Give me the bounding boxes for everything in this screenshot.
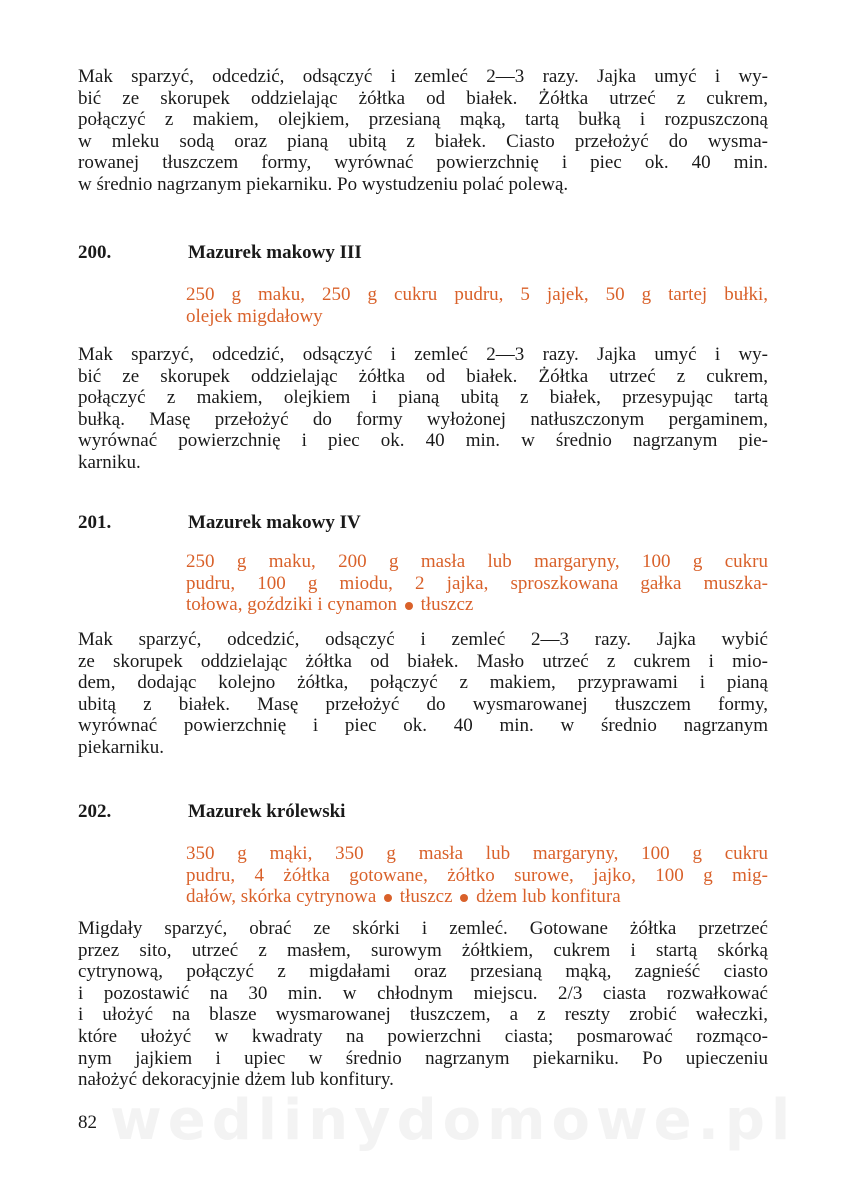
paragraph-line: dem, dodając kolejno żółtka, połączyć z makiem, przyprawami i pianą (78, 672, 768, 694)
paragraph-line: i pozostawić na 30 min. w chłodnym miejscu. 2/3 ciasta rozwałkować (78, 982, 768, 1004)
paragraph-line: przez sito, utrzeć z masłem, surowym żółtkiem, cukrem i startą skórką (78, 939, 768, 961)
paragraph-line: Mak sparzyć, odcedzić, odsączyć i zemleć 2—3 razy. Jajka wybić (78, 629, 768, 650)
intro-paragraph (78, 66, 768, 196)
recipe-instructions-202 (78, 918, 768, 1091)
ingredients-text: dżem lub konfitura (476, 886, 621, 908)
paragraph-line: i ułożyć na blasze wysmarowanej tłuszczem, a z reszty zrobić wałeczki, (78, 1004, 768, 1026)
recipe-ingredients-202 (186, 843, 768, 908)
paragraph-line: bułką. Masę przełożyć do formy wyłożonej natłuszczonym pergaminem, (78, 408, 768, 430)
paragraph-line: bić ze skorupek oddzielając żółtka od białek. Żółtka utrzeć z cukrem, (78, 365, 768, 387)
recipe-number: 200. (78, 242, 112, 263)
paragraph-line: w średnio nagrzanym piekarniku. Po wystudzeniu polać polewą. (78, 173, 569, 195)
ingredients-line (186, 886, 768, 908)
paragraph-line: wyrównać powierzchnię i piec ok. 40 min. w średnio nagrzanym (78, 715, 768, 737)
paragraph-line: Mak sparzyć, odcedzić, odsączyć i zemleć 2—3 razy. Jajka umyć i wy- (78, 66, 768, 87)
recipe-ingredients-200 (186, 284, 768, 327)
paragraph-line: połączyć z makiem, olejkiem, przesianą mąką, tartą bułką i rozpuszczoną (78, 109, 768, 131)
recipe-instructions-201 (78, 629, 768, 759)
page-number: 82 (78, 1112, 97, 1133)
paragraph-line: połączyć z makiem, olejkiem i pianą ubitą z białek, przesypując tartą (78, 387, 768, 409)
bullet-dot-icon (460, 894, 468, 902)
paragraph-line: Mak sparzyć, odcedzić, odsączyć i zemleć 2—3 razy. Jajka umyć i wy- (78, 344, 768, 365)
paragraph-line: rowanej tłuszczem formy, wyrównać powierzchnię i piec ok. 40 min. (78, 152, 768, 174)
paragraph-line: nym jajkiem i upiec w średnio nagrzanym piekarniku. Po upieczeniu (78, 1047, 768, 1069)
paragraph-line: które ułożyć w kwadraty na powierzchni ciasta; posmarować rozmąco- (78, 1025, 768, 1047)
recipe-title: Mazurek makowy III (188, 242, 362, 263)
paragraph-line: nałożyć dekoracyjnie dżem lub konfitury. (78, 1069, 394, 1091)
ingredients-line: 250 g maku, 200 g masła lub margaryny, 100 g cukru (186, 551, 768, 572)
paragraph-line: bić ze skorupek oddzielając żółtka od białek. Żółtka utrzeć z cukrem, (78, 87, 768, 109)
ingredients-text: tołowa, goździki i cynamon (186, 594, 398, 616)
paragraph-line: cytrynową, połączyć z migdałami oraz przesianą mąką, zagnieść ciasto (78, 961, 768, 983)
ingredients-text: tłuszcz (399, 886, 453, 908)
recipe-number: 201. (78, 512, 112, 533)
ingredients-text: dałów, skórka cytrynowa (186, 886, 377, 908)
ingredients-text: tłuszcz (420, 594, 474, 616)
recipe-number: 202. (78, 801, 112, 822)
paragraph-line: wyrównać powierzchnię i piec ok. 40 min. w średnio nagrzanym pie- (78, 430, 768, 452)
paragraph-line: karniku. (78, 451, 141, 473)
ingredients-line: 350 g mąki, 350 g masła lub margaryny, 100 g cukru (186, 843, 768, 864)
paragraph-line: piekarniku. (78, 736, 165, 758)
ingredients-line: olejek migdałowy (186, 305, 323, 327)
watermark-text: wedlinydomowe.pl (110, 1088, 797, 1153)
bullet-dot-icon (384, 894, 392, 902)
paragraph-line: ubitą z białek. Masę przełożyć do wysmarowanej tłuszczem formy, (78, 693, 768, 715)
recipe-instructions-200 (78, 344, 768, 474)
paragraph-line: ze skorupek oddzielając żółtka od białek. Masło utrzeć z cukrem i mio- (78, 650, 768, 672)
ingredients-line: pudru, 100 g miodu, 2 jajka, sproszkowana gałka muszka- (186, 572, 768, 594)
bullet-dot-icon (405, 602, 413, 610)
paragraph-line: w mleku sodą oraz pianą ubitą z białek. Ciasto przełożyć do wysma- (78, 130, 768, 152)
paragraph-line: Migdały sparzyć, obrać ze skórki i zemleć. Gotowane żółtka przetrzeć (78, 918, 768, 939)
ingredients-line (186, 594, 768, 616)
recipe-title: Mazurek królewski (188, 801, 346, 822)
recipe-ingredients-201 (186, 551, 768, 616)
ingredients-line: 250 g maku, 250 g cukru pudru, 5 jajek, 50 g tartej bułki, (186, 284, 768, 305)
ingredients-line: pudru, 4 żółtka gotowane, żółtko surowe, jajko, 100 g mig- (186, 864, 768, 886)
recipe-title: Mazurek makowy IV (188, 512, 361, 533)
